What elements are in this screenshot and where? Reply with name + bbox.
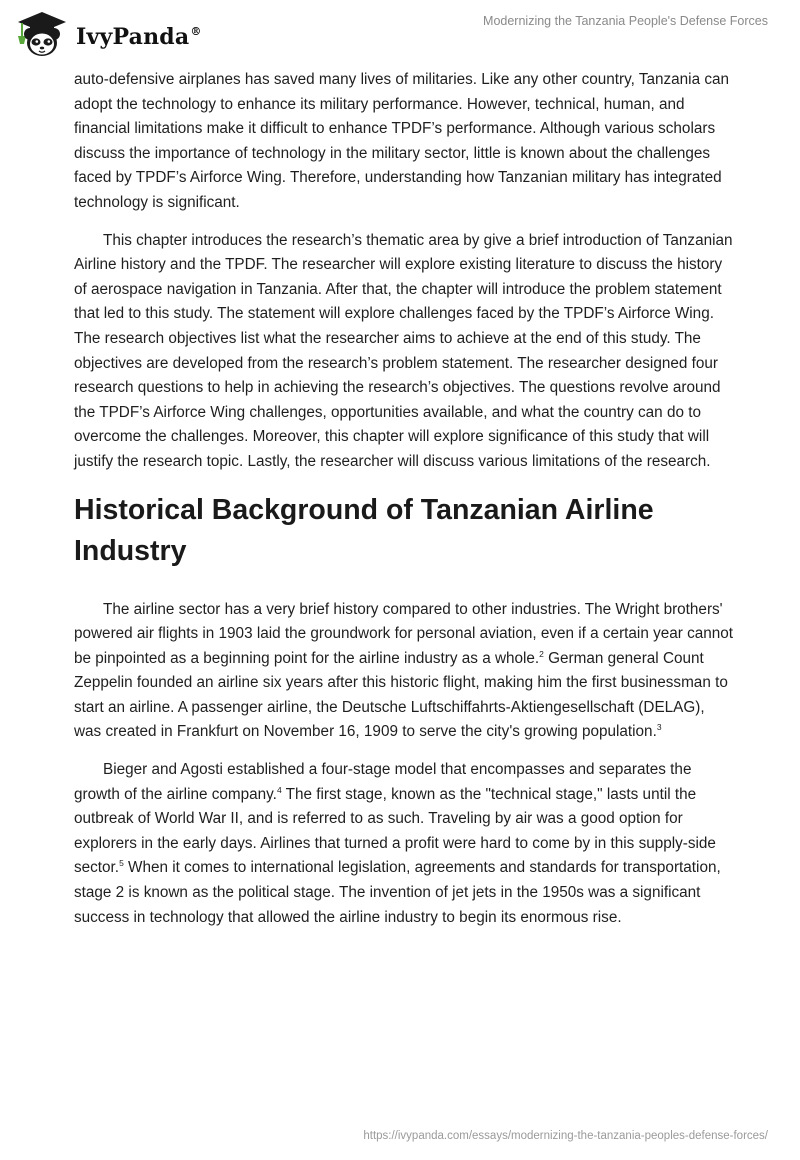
footnote-ref-5[interactable]: 5 xyxy=(119,858,124,869)
essay-body xyxy=(74,68,734,943)
page-header xyxy=(0,0,800,70)
paragraph-3: The airline sector has a very brief history compared to other industries. The Wright brothers' powered air flights in 1903 laid the groundwork for personal aviation, even if a certain year cannot be pinpointed as a beginning point for the airline industry as a whole.$^2$ German general Count Zeppelin founded an airline six years after this historic flight, making him the first businessman to start an airline. A passenger airline, the Deutsche Luftschiffahrts-Aktiengesellschaft (DELAG), was created in Frankfurt on November 16, 1909 to serve the city's growing population.$^3$ xyxy=(74,600,734,741)
document-title: Modernizing the Tanzania People's Defense Forces xyxy=(483,14,768,28)
registered-mark: ® xyxy=(190,25,202,39)
source-url[interactable]: https://ivypanda.com/essays/modernizing-the-tanzania-peoples-defense-forces/ xyxy=(363,1130,768,1142)
footnote-ref-4[interactable]: 4 xyxy=(276,784,282,795)
paragraph-1: auto-defensive airplanes has saved many lives of militaries. Like any other country, Tanzania can adopt the technology to enhance its military performance. However, technical, human, and financial limitations make it difficult to enhance TPDF’s performance. Although various scholars discuss the importance of technology in the military sector, little is known about the challenges faced by TPDF’s Airforce Wing. Therefore, understanding how Tanzanian military has integrated technology is significant. xyxy=(74,71,730,211)
paragraph-2: This chapter introduces the research’s thematic area by give a brief introduction of Tanzanian Airline history and the TPDF. The researcher will explore existing literature to discuss the history of aerospace navigation in Tanzania. After that, the chapter will introduce the problem statement that led to this study. The statement will explore challenges faced by the TPDF’s Airforce Wing. The research objectives list what the researcher aims to achieve at the end of this study. The objectives are developed from the research’s problem statement. The researcher designed four research questions to help in achieving the research’s objectives. The questions revolve around the TPDF’s Airforce Wing challenges, opportunities available, and what the country can do to overcome the challenges. Moreover, this chapter will explore significance of this study that will justify the research topic. Lastly, the researcher will discuss various limitations of the research. xyxy=(74,231,733,470)
paragraph-4: Bieger and Agosti established a four-stage model that encompasses and separates the growth of the airline company.$^4$ The first stage, known as the "technical stage," lasts until the outbreak of World War II, and is referred to as such. Traveling by air was a good option for explorers in the early days. Airlines that turned a profit were hard to come by in this supply-side sector.$^5$ When it comes to international legislation, agreements and standards for transportation, stage 2 is known as the political stage. The invention of jet jets in the 1950s was a significant success in technology that allowed the airline industry to begin its enormous rise. xyxy=(74,761,721,926)
footnote-ref-2[interactable]: 2 xyxy=(539,648,544,659)
panda-graduate-icon xyxy=(14,10,70,63)
brand-name: IvyPanda® xyxy=(76,23,202,50)
section-heading: Historical Background of Tanzanian Airline Industry xyxy=(74,493,654,567)
brand-logo[interactable] xyxy=(14,10,202,63)
footnote-ref-3[interactable]: 3 xyxy=(656,722,662,733)
